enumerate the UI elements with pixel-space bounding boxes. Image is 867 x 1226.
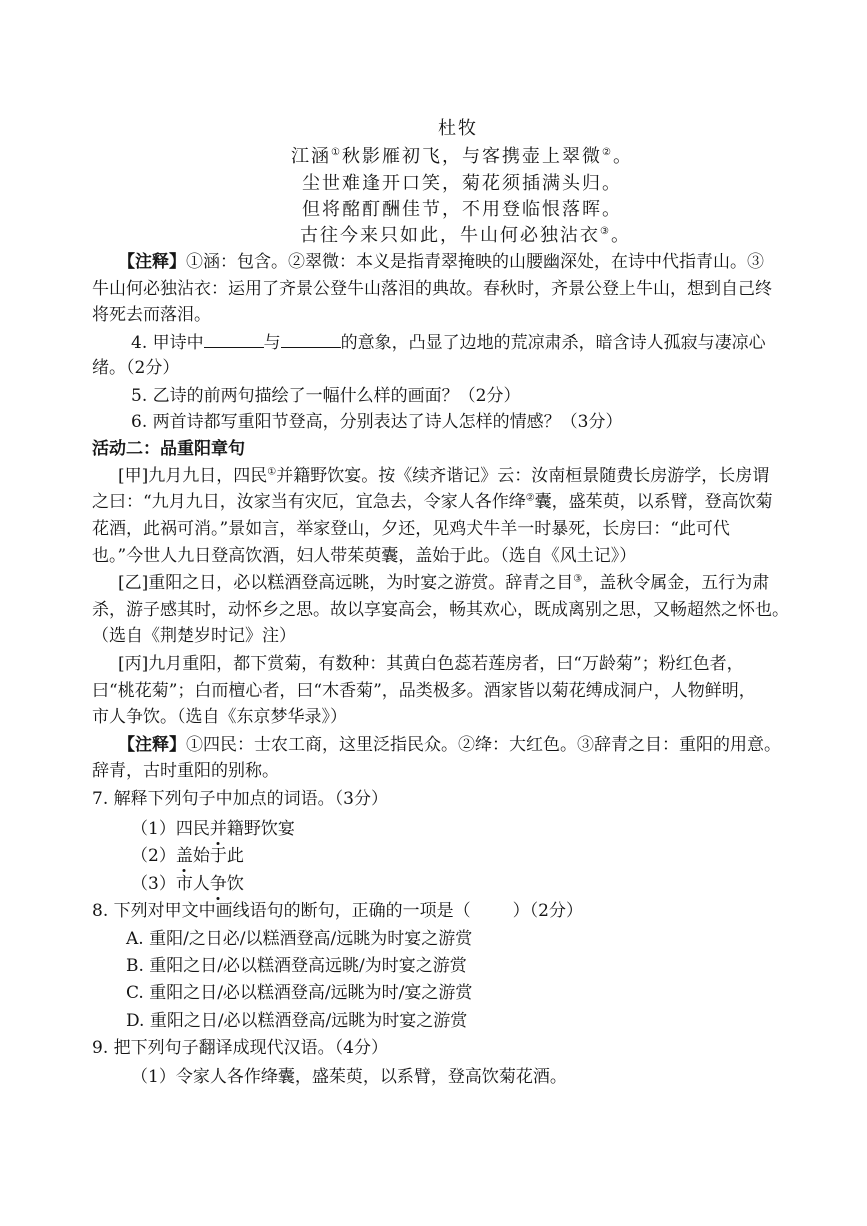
text-yi-line-2: 杀，游子感其时，动怀乡之思。故以享宴高会，畅其欢心，既成离别之思，又畅超然之怀也。 — [92, 600, 789, 620]
text-jia-line-3: 花酒，此祸可消。”景如言，举家登山，夕还，见鸡犬牛羊一时暴死，长房曰：“此可代 — [92, 519, 730, 539]
question-7: 7. 解释下列句子中加点的词语。（3分） — [92, 789, 388, 809]
question-7-item-3: （3）市人争饮 — [131, 874, 244, 894]
question-9-item-1: （1）令家人各作绛囊，盛茱萸，以系臂，登高饮菊花酒。 — [131, 1067, 567, 1087]
question-8-option-c: C. 重阳之日/必以糕酒登高/远眺为时/宴之游赏 — [126, 983, 473, 1003]
question-8-option-b: B. 重阳之日/必以糕酒登高远眺/为时宴之游赏 — [126, 956, 467, 976]
poem-line-2: 尘世难逢开口笑，菊花须插满头归。 — [302, 173, 622, 194]
answer-blank-1[interactable] — [204, 331, 264, 348]
question-8-option-d: D. 重阳之日/必以糕酒登高/远眺为时宴之游赏 — [126, 1011, 468, 1031]
poem-line-4: 古往今来只如此，牛山何必独沾衣③。 — [300, 225, 631, 246]
poem-note-line-1: 【注释】①涵：包含。②翠微：本义是指青翠掩映的山腰幽深处，在诗中代指青山。③ — [118, 252, 764, 272]
poem-line-1: 江涵①秋影雁初飞，与客携壶上翠微②。 — [291, 146, 633, 167]
activity-2-heading: 活动二：品重阳章句 — [92, 439, 245, 459]
text-yi-line-3: （选自《荆楚岁时记》注） — [92, 626, 296, 646]
question-5: 5. 乙诗的前两句描绘了一幅什么样的画面？（2分） — [131, 386, 521, 406]
poem-note-line-3: 将死去而落泪。 — [92, 305, 211, 325]
text-bing-line-2: 曰“桃花菊”；白而檀心者，曰“木香菊”，品类极多。酒家皆以菊花缚成洞户，人物鲜明， — [92, 681, 756, 701]
poem-note-line-2: 牛山何必独沾衣：运用了齐景公登牛山落泪的典故。春秋时，齐景公登上牛山，想到自己终 — [92, 279, 772, 299]
question-8: 8. 下列对甲文中画线语句的断句，正确的一项是（ ）（2分） — [92, 901, 583, 921]
text-jia-line-4: 也。”今世人九日登高饮酒，妇人带茱萸囊，盖始于此。（选自《风土记》） — [92, 546, 637, 566]
question-7-item-2: （2）盖始于此 — [131, 846, 244, 866]
poem-author: 杜牧 — [438, 118, 478, 139]
text-bing-line-1: [丙]九月重阳，都下赏菊，有数种：其黄白色蕊若莲房者，曰“万龄菊”；粉红色者， — [118, 654, 744, 674]
question-4: 4. 甲诗中 与 的意象，凸显了边地的荒凉肃杀，暗含诗人孤寂与凄凉心 — [131, 333, 766, 353]
text-note-line-1: 【注释】①四民：士农工商，这里泛指民众。②绛：大红色。③辞青之目：重阳的用意。 — [118, 735, 781, 755]
poem-line-3: 但将酩酊酬佳节，不用登临恨落晖。 — [302, 199, 622, 220]
text-note-line-2: 辞青，古时重阳的别称。 — [92, 761, 279, 781]
question-6: 6. 两首诗都写重阳节登高，分别表达了诗人怎样的情感？（3分） — [131, 412, 623, 432]
answer-blank-2[interactable] — [281, 331, 341, 348]
text-jia-line-2: 之曰：“九月九日，汝家当有灾厄，宜急去，令家人各作绛②囊，盛茱萸，以系臂，登高饮菊 — [92, 492, 773, 512]
text-jia-line-1: [甲]九月九日，四民①并籍野饮宴。按《续齐谐记》云：汝南桓景随费长房游学，长房谓 — [118, 466, 770, 486]
question-8-option-a: A. 重阳/之日必/以糕酒登高/远眺为时宴之游赏 — [126, 929, 473, 949]
text-yi-line-1: [乙]重阳之日，必以糕酒登高远眺，为时宴之游赏。辞青之目③，盖秋令属金，五行为肃 — [118, 573, 770, 593]
question-7-item-1: （1）四民并籍野饮宴 — [131, 819, 295, 839]
text-bing-line-3: 市人争饮。（选自《东京梦华录》） — [92, 707, 347, 727]
question-4-cont: 绪。（2分） — [92, 358, 180, 378]
question-9: 9. 把下列句子翻译成现代汉语。（4分） — [92, 1038, 388, 1058]
